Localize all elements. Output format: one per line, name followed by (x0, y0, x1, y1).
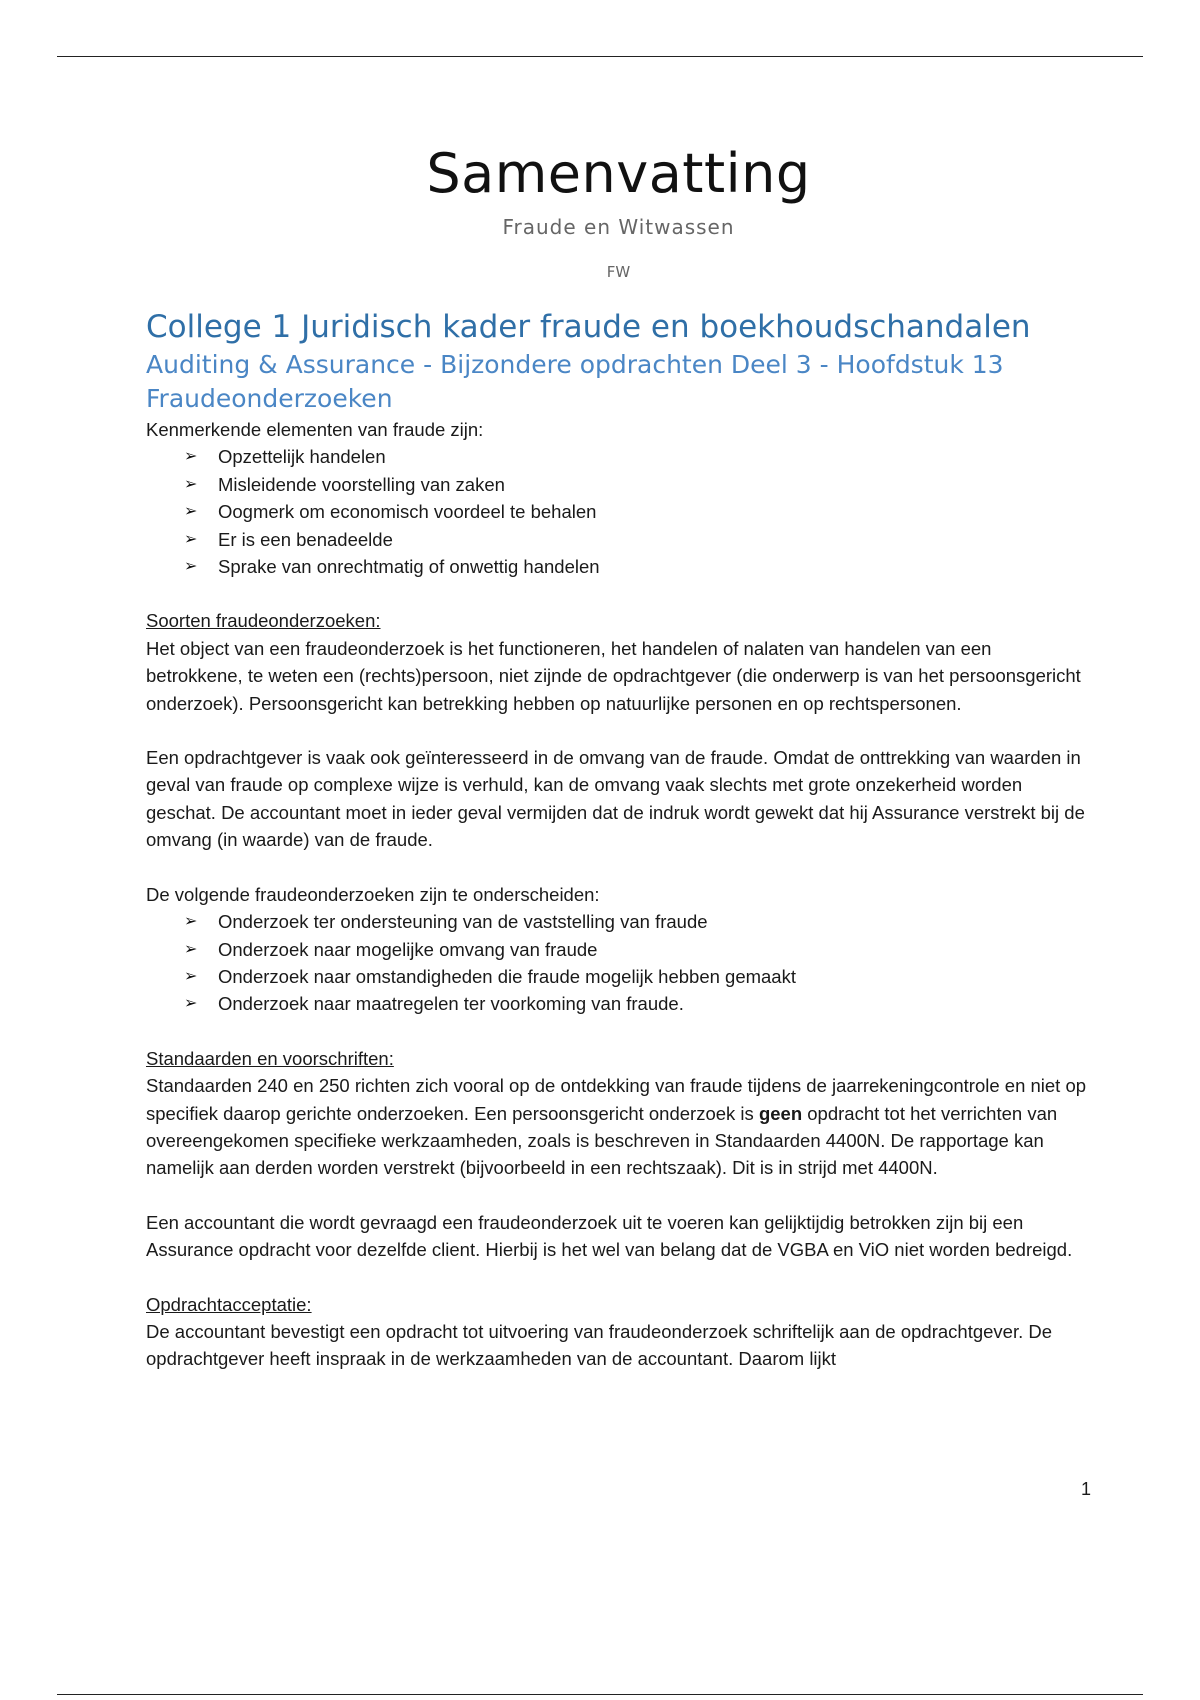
heading-chapter-line-2: Fraudeonderzoeken (146, 384, 393, 413)
arrow-bullet-icon: ➢ (184, 940, 198, 958)
arrow-bullet-icon: ➢ (184, 913, 198, 931)
section-heading-opdrachtacceptatie: Opdrachtacceptatie: (146, 1293, 312, 1315)
page-number: 1 (1080, 1479, 1091, 1499)
list-item: ➢ Onderzoek naar maatregelen ter voorkoming van fraude. (184, 990, 1091, 1017)
arrow-bullet-icon: ➢ (184, 448, 198, 466)
arrow-bullet-icon: ➢ (184, 967, 198, 985)
document-title: Samenvatting (426, 142, 811, 205)
list-item: ➢ Onderzoek naar omstandigheden die fraude mogelijk hebben gemaakt (184, 963, 1091, 990)
paragraph: Een opdrachtgever is vaak ook geïnteresseerd in de omvang van de fraude. Omdat de onttrekking van waarden in geval van fraude op complexe wijze is verhuld, kan de omvang vaak slechts met grote onzekerheid worden geschat. De accountant moet in ieder geval vermijden dat de indruk wordt gewekt dat hij Assurance verstrekt bij de omvang (in waarde) van de fraude. (146, 747, 1085, 851)
intro-paragraph: Kenmerkende elementen van fraude zijn: (146, 419, 484, 440)
list-item: ➢ Misleidende voorstelling van zaken (184, 471, 1091, 498)
fraud-investigation-types-list (146, 908, 1091, 1018)
paragraph: Een accountant die wordt gevraagd een fraudeonderzoek uit te voeren kan gelijktijdig betrokken zijn bij een Assurance opdracht voor dezelfde client. Hierbij is het wel van belang dat de VGBA en ViO niet worden bedreigd. (146, 1211, 1073, 1261)
arrow-bullet-icon: ➢ (184, 558, 198, 576)
fraud-elements-list (146, 443, 1091, 580)
list-item: ➢ Onderzoek ter ondersteuning van de vaststelling van fraude (184, 908, 1091, 935)
arrow-bullet-icon: ➢ (184, 995, 198, 1013)
heading-college-1: College 1 Juridisch kader fraude en boekhoudschandalen (146, 309, 1031, 345)
arrow-bullet-icon: ➢ (184, 475, 198, 493)
paragraph: Standaarden 240 en 250 richten zich vooral op de ontdekking van fraude tijdens de jaarrekeningcontrole en niet op specifiek daarop gerichte onderzoeken. Een persoonsgericht onderzoek is geen opdracht tot het verrichten van overeengekomen specifieke werkzaamheden, zoals is beschreven in Standaarden 4400N. De rapportage kan namelijk aan derden worden verstrekt (bijvoorbeeld in een rechtszaak). Dit is in strijd met 4400N. (146, 1075, 1087, 1179)
list-item: ➢ Sprake van onrechtmatig of onwettig handelen (184, 553, 1091, 580)
header-rule (57, 56, 1143, 57)
paragraph: Het object van een fraudeonderzoek is het functioneren, het handelen of nalaten van handelen van een betrokkene, te weten een (rechts)persoon, niet zijnde de opdrachtgever (die onderwerp is van het persoonsgericht onderzoek). Persoonsgericht kan betrekking hebben op natuurlijke personen en op rechtspersonen. (146, 637, 1081, 714)
heading-chapter-line-1: Auditing & Assurance - Bijzondere opdrachten Deel 3 - Hoofdstuk 13 (146, 350, 1004, 379)
list-item: ➢ Onderzoek naar mogelijke omvang van fraude (184, 936, 1091, 963)
section-heading-soorten: Soorten fraudeonderzoeken: (146, 610, 381, 632)
footer-rule (57, 1694, 1143, 1695)
document-abbreviation: FW (606, 263, 631, 281)
paragraph: De volgende fraudeonderzoeken zijn te onderscheiden: (146, 883, 600, 905)
section-heading-standaarden: Standaarden en voorschriften: (146, 1047, 394, 1069)
paragraph: De accountant bevestigt een opdracht tot uitvoering van fraudeonderzoek schriftelijk aan de opdrachtgever. De opdrachtgever heeft inspraak in de werkzaamheden van de accountant. Daarom lijkt (146, 1320, 1053, 1370)
bold-emphasis: geen (758, 1102, 803, 1124)
list-item: ➢ Opzettelijk handelen (184, 443, 1091, 470)
arrow-bullet-icon: ➢ (184, 503, 198, 521)
document-body (146, 306, 1091, 1373)
list-item: ➢ Oogmerk om economisch voordeel te behalen (184, 498, 1091, 525)
arrow-bullet-icon: ➢ (184, 530, 198, 548)
document-subtitle: Fraude en Witwassen (502, 215, 735, 239)
list-item: ➢ Er is een benadeelde (184, 526, 1091, 553)
